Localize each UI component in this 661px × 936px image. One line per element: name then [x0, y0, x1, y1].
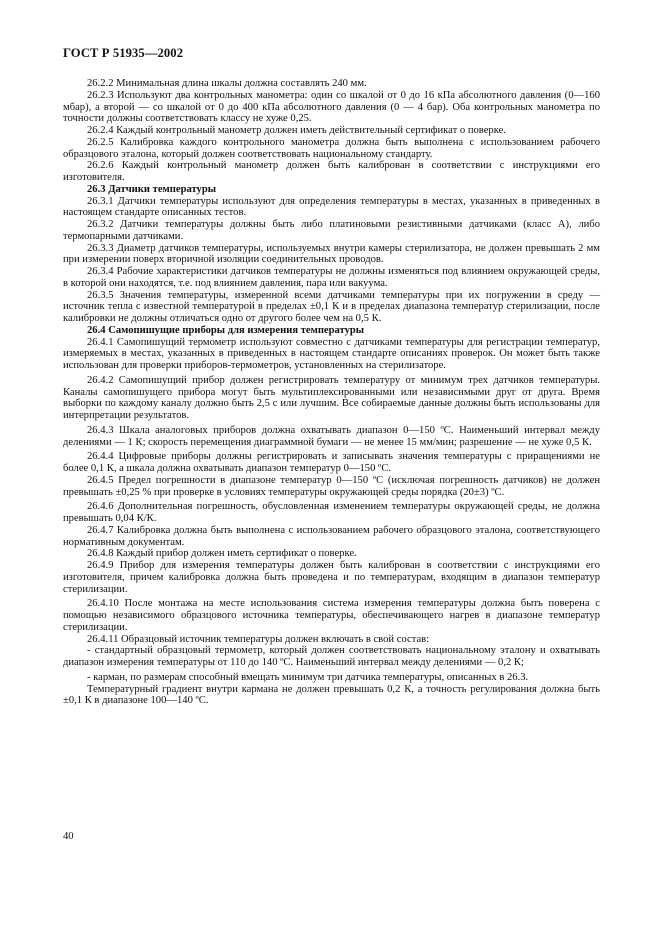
paragraph-26-4-1: 26.4.1 Самопишущий термометр используют совместно с датчиками температуры для регистрации температур, измеряемых в местах, указанных в приведенных в настоящем стандарте описаниях проверок. Он может быть также использован для проверки приборов-термометров, установленных на стерилизаторе. [63, 336, 600, 371]
page-number: 40 [63, 831, 74, 842]
document-body [63, 78, 600, 707]
paragraph-26-3-2: 26.3.2 Датчики температуры должны быть либо платиновыми резистивными датчиками (класс А), либо термопарными датчиками. [63, 219, 600, 242]
paragraph-26-4-10: 26.4.10 После монтажа на месте использования система измерения температуры должна быть поверена с помощью независимого образцового источника температуры, обеспечивающего нагрев в диапазоне температур стерилизации. [63, 598, 600, 633]
paragraph-26-4-2: 26.4.2 Самопишущий прибор должен регистрировать температуру от минимум трех датчиков температуры. Каналы самопишущего прибора могут быть мультиплексированными или независимыми друг от друга. Время выборки по каждому каналу должно быть 2,5 с или лучшим. Все собираемые данные должны быть использованы для интерпретации результатов. [63, 374, 600, 421]
paragraph-26-2-6: 26.2.6 Каждый контрольный манометр должен быть калиброван в соответствии с инструкциями его изготовителя. [63, 160, 600, 183]
paragraph-26-3-4: 26.3.4 Рабочие характеристики датчиков температуры не должны изменяться под влиянием окружающей среды, в которой они находятся, т.е. под влиянием давления, пара или вакуума. [63, 266, 600, 289]
section-heading-26-4: 26.4 Самопишущие приборы для измерения температуры [87, 324, 365, 336]
paragraph-26-3-5: 26.3.5 Значения температуры, измеренной всеми датчиками температуры при их погружении в среду — источник тепла с известной температурой в пределах ±0,1 К и в пределах диапазона температур стерилизации, после калибровки не должны отличаться одно от другого более чем на 0,5 К. [63, 289, 600, 324]
list-item-pocket: - карман, по размерам способный вмещать минимум три датчика температуры, описанных в 26.3. [87, 671, 529, 683]
paragraph-26-4-9: 26.4.9 Прибор для измерения температуры должен быть калиброван в соответствии с инструкциями его изготовителя, причем калибровка должна быть проведена и по температурам, входящим в диапазон температур стерилизации. [63, 560, 600, 595]
paragraph-26-4-11: 26.4.11 Образцовый источник температуры должен включать в свой состав: [87, 633, 430, 645]
paragraph-gradient: Температурный градиент внутри кармана не должен превышать 0,2 К, а точность регулирования должна быть ±0,1 К в диапазоне 100—140 ºС. [63, 683, 600, 707]
paragraph-26-2-2: 26.2.2 Минимальная длина шкалы должна составлять 240 мм. [87, 78, 367, 89]
paragraph-26-2-4: 26.2.4 Каждый контрольный манометр должен иметь действительный сертификат о поверке. [87, 125, 506, 136]
section-heading-26-3: 26.3 Датчики температуры [87, 183, 217, 195]
paragraph-26-4-8: 26.4.8 Каждый прибор должен иметь сертификат о поверке. [87, 548, 357, 560]
paragraph-26-3-3: 26.3.3 Диаметр датчиков температуры, используемых внутри камеры стерилизатора, не должен превышать 2 мм при измерении поверх вторичной изоляции соединительных проводов. [63, 242, 600, 266]
paragraph-26-2-5: 26.2.5 Калибровка каждого контрольного манометра должна быть выполнена с использованием рабочего образцового эталона, который должен соответствовать национальному стандарту. [63, 136, 600, 160]
paragraph-26-4-7: 26.4.7 Калибровка должна быть выполнена с использованием рабочего образцового эталона, соответствующего нормативным документам. [63, 524, 600, 548]
document-header: ГОСТ Р 51935—2002 [63, 46, 184, 60]
paragraph-26-3-1: 26.3.1 Датчики температуры используют для определения температуры в местах, указанных в приведенных в настоящем стандарте описанных тестов. [63, 195, 600, 219]
paragraph-26-4-5: 26.4.5 Предел погрешности в диапазоне температур 0—150 ºС (исключая погрешность датчиков) не должен превышать ±0,25 % при проверке в условиях температуры окружающей среды порядка (20±3) ºС. [63, 474, 600, 498]
list-item-thermometer: - стандартный образцовый термометр, который должен соответствовать национальному эталону и охватывать диапазон измерения температуры от 110 до 140 ºС. Наименьший интервал между делениями — 0,2 К; [63, 645, 600, 668]
paragraph-26-4-4: 26.4.4 Цифровые приборы должны регистрировать и записывать значения температуры с приращениями не более 0,1 К, а шкала должна охватывать диапазон температур 0—150 ºС. [63, 451, 600, 474]
paragraph-26-4-6: 26.4.6 Дополнительная погрешность, обусловленная изменением температуры окружающей среды, не должна превышать 0,04 К/К. [63, 501, 600, 524]
paragraph-26-4-3: 26.4.3 Шкала аналоговых приборов должна охватывать диапазон 0—150 ºС. Наименьший интервал между делениями — 1 К; скорость перемещения диаграммной бумаги — не менее 15 мм/мин; разрешение — не хуже 0,5 К. [63, 424, 600, 448]
paragraph-26-2-3: 26.2.3 Используют два контрольных манометра: один со шкалой от 0 до 16 кПа абсолютного давления (0—160 мбар), а второй — со шкалой от 0 до 400 кПа абсолютного давления (0 — 4 бар). Оба контрольных манометра по точности должны соответствовать классу не хуже 0,25. [63, 89, 600, 125]
